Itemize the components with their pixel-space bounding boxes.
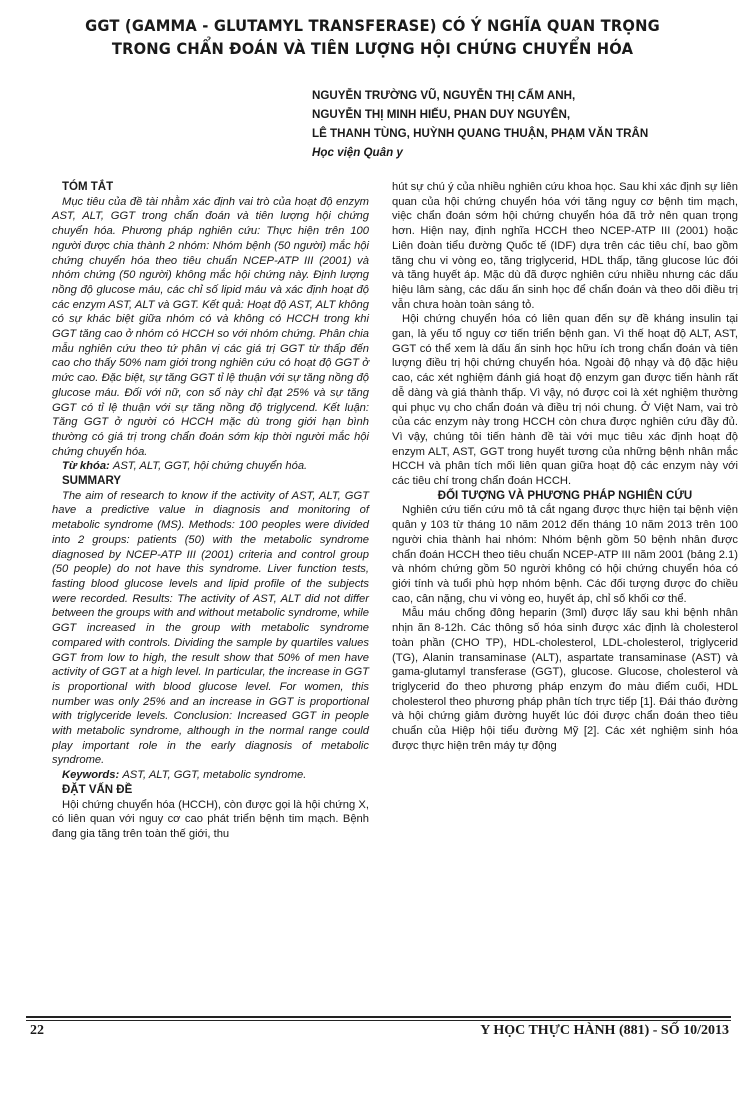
summary-heading: SUMMARY [62, 475, 121, 488]
en-keywords-text: AST, ALT, GGT, metabolic syndrome. [122, 769, 307, 782]
footer-rule [26, 1016, 731, 1018]
article-title [67, 14, 679, 60]
footer-rule-thin [26, 1020, 731, 1021]
summary-text: The aim of research to know if the activity of AST, ALT, GGT have a predictive value in diagnosis and monitoring of metabolic syndrome (MS). Methods: 100 peoples were divided into 2 groups: patients (50) with the metabolic syndrome diagnosed by NCEP-ATP III (2001) criteria and control group (50 people) do not have this syndrome. Liver function tests, fasting blood glucose levels and lipid profile of the subjects were recorded. Results: The activity of AST, ALT did not differ between the groups with and without metabolic syndrome, while GGT increased in the group with metabolic syndrome compared with controls. Dividing the sample by quartiles values GGT from low to high, the result show that 50% of men have activity of GGT at a high level. In particular, the increase in GGT is proportional with blood glucose level. For women, this number was only 25% and an increase in GGT is proportional with triglyceride levels. Conclusion: Increased GGT in people with metabolic syndrome, although in the normal range could play important role in the early diagnosis of metabolic syndrome. [52, 489, 369, 767]
vi-keywords [52, 459, 369, 474]
affiliation: Học viện Quân y [312, 146, 403, 159]
title-line-2: TRONG CHẨN ĐOÁN VÀ TIÊN LƯỢNG HỘI CHỨNG CHUYỂN HÓA [111, 39, 634, 58]
abstract-text: Mục tiêu của đề tài nhằm xác định vai trò của hoạt độ enzym AST, ALT, GGT trong chẩn đoán và tiên lượng hội chứng chuyển hóa. Phương pháp nghiên cứu: Thực hiện trên 100 người được chia thành 2 nhóm: Nhóm bệnh (50 người) mắc hội chứng chuyển hóa theo tiêu chuẩn NCEP-ATP III (2001) và nhóm chứng (50 người) không mắc hội chứng này. Định lượng nồng độ glucose máu, các chỉ số lipid máu và xác định hoạt độ các enzym AST, ALT và GGT. Kết quả: Hoạt độ AST, ALT không có sự khác biệt giữa nhóm có và không có HCCH trong khi GGT tăng cao ở nhóm có HCCH so với nhóm chứng. Phân chia mẫu nghiên cứu theo tứ phân vị các giá trị GGT từ thấp đến cao cho thấy 50% nam giới trong nghiên cứu có hoạt độ GGT ở mức cao. Đặc biệt, sự tăng GGT tỉ lệ thuận với sự tăng nồng độ glucose máu. Đối với nữ, con số này chỉ đạt 25% và sự tăng GGT có tỉ lệ thuận với sự tăng nồng độ triglycend. Kết luận: Tăng GGT ở người có HCCH mặc dù trong giới hạn bình thường có giá trị trong chẩn đoán sớm kịp thời người mắc hội chứng chuyển hóa. [52, 195, 369, 458]
author-line-2: NGUYỄN THỊ MINH HIẾU, PHAN DUY NGUYÊN, [312, 108, 571, 121]
en-keywords-label: Keywords: [62, 769, 120, 782]
en-keywords [52, 768, 369, 783]
abstract-heading: TÓM TẮT [62, 181, 114, 193]
author-line-1: NGUYỄN TRƯỜNG VŨ, NGUYỄN THỊ CẨM ANH, [312, 89, 576, 102]
left-column [52, 180, 369, 842]
introduction-paragraph-2: Hội chứng chuyển hóa có liên quan đến sự đề kháng insulin tại gan, là yếu tố nguy cơ tiến triển bệnh gan. Vì thế hoạt độ ALT, AST, GGT có thể xem là dấu ấn sinh học hữu ích trong chẩn đoán và tiên lượng điều trị hội chứng chuyển hóa. Ngoài độ nhạy và độ đặc hiệu cao, các xét nghiệm đánh giá hoạt độ enzym gan được tiến hành rất dễ dàng và giá thành thấp. Vì vậy, nó được coi là xét nghiệm thường qui phục vụ cho chẩn đoán và điều trị nói chung. Ở Việt Nam, vai trò của các enzym này trong HCCH còn chưa được nghiên cứu đầy đủ. Vì vậy, chúng tôi tiến hành đề tài với mục tiêu xác định hoạt độ enzym ALT, AST, GGT trong huyết tương của những bệnh nhân mắc HCCH và phân tích mối liên quan giữa hoạt độ các enzym này với các tiêu chí trong chẩn đoán HCCH. [392, 313, 738, 488]
methods-paragraph-1: Nghiên cứu tiến cứu mô tả cắt ngang được thực hiện tại bệnh viện quân y 103 từ tháng 10 năm 2012 đến tháng 10 năm 2013 trên 100 người chia thành hai nhóm: Nhóm bệnh gồm 50 bệnh nhân được chẩn đoán HCCH theo tiêu chuẩn NCEP-ATP III năm 2001 (bảng 2.1) và nhóm chứng gồm 50 người không có hội chứng chuyển hóa có giới tính và tuổi phù hợp nhóm bệnh. Các đối tượng được đo chiều cao, cân nặng, chu vi vòng eo, huyết áp, chỉ số khối cơ thể. [392, 504, 738, 605]
introduction-continued: hút sự chú ý của nhiều nghiên cứu khoa học. Sau khi xác định sự liên quan của hội chứng chuyển hóa với tăng nguy cơ bệnh tim mạch, việc chẩn đoán sớm hội chứng chuyển hóa đã trở nên quan trọng hơn. Hiện nay, định nghĩa HCCH theo NCEP-ATP III (2001) hoặc Liên đoàn tiểu đường Quốc tế (IDF) dựa trên các tiêu chí, bao gồm tăng chu vi vòng eo, tăng triglycerid, HDL thấp, tăng glucose lúc đói và tăng huyết áp. Mặc dù đã được nghiên cứu nhiều nhưng các dấu hiệu lâm sàng, các dấu ấn sinh học để chẩn đoán và theo dõi điều trị vẫn chưa hoàn toàn sáng tỏ. [392, 181, 738, 311]
introduction-heading: ĐẶT VẤN ĐỀ [62, 783, 133, 796]
vi-keywords-text: AST, ALT, GGT, hội chứng chuyển hóa. [112, 460, 308, 473]
page-number: 22 [30, 1023, 44, 1038]
methods-heading: ĐỐI TƯỢNG VÀ PHƯƠNG PHÁP NGHIÊN CỨU [437, 489, 693, 502]
title-line-1: GGT (GAMMA - GLUTAMYL TRANSFERASE) CÓ Ý NGHĨA QUAN TRỌNG [85, 16, 660, 35]
journal-name: Y HỌC THỰC HÀNH (881) - SỐ 10/2013 [480, 1023, 729, 1038]
introduction-text: Hội chứng chuyển hóa (HCCH), còn được gọi là hội chứng X, có liên quan với nguy cơ cao phát triển bệnh tim mạch. Bệnh đang gia tăng trên toàn thế giới, thu [52, 798, 369, 840]
author-line-3: LÊ THANH TÙNG, HUỲNH QUANG THUẬN, PHẠM VĂN TRÂN [312, 127, 649, 140]
vi-keywords-label: Từ khóa: [62, 460, 110, 473]
right-column [392, 180, 738, 753]
author-block [312, 86, 648, 162]
methods-paragraph-2: Mẫu máu chống đông heparin (3ml) được lấy sau khi bệnh nhân nhịn ăn 8-12h. Các thông số hóa sinh được xác định là cholesterol toàn phần (CHO TP), HDL-cholesterol, LDL-cholesterol, triglycerid (TG), Alanin transaminase (ALT), aspartate transaminase (AST) và gama-glutamyl transferase (GGT), glucose. Glucose, cholesterol và triglycerid đo theo phương pháp enzym đo màu điểm cuối, HDL cholesterol theo phương pháp phân tích trực tiếp [1]. Đái tháo đường và hội chứng giảm đường huyết lúc đói được chẩn đoán theo tiêu chuẩn của Hiệp hội tiểu đường Mỹ [2]. Các xét nghiệm sinh hóa được thực hiện trên máy tự động [392, 607, 738, 752]
